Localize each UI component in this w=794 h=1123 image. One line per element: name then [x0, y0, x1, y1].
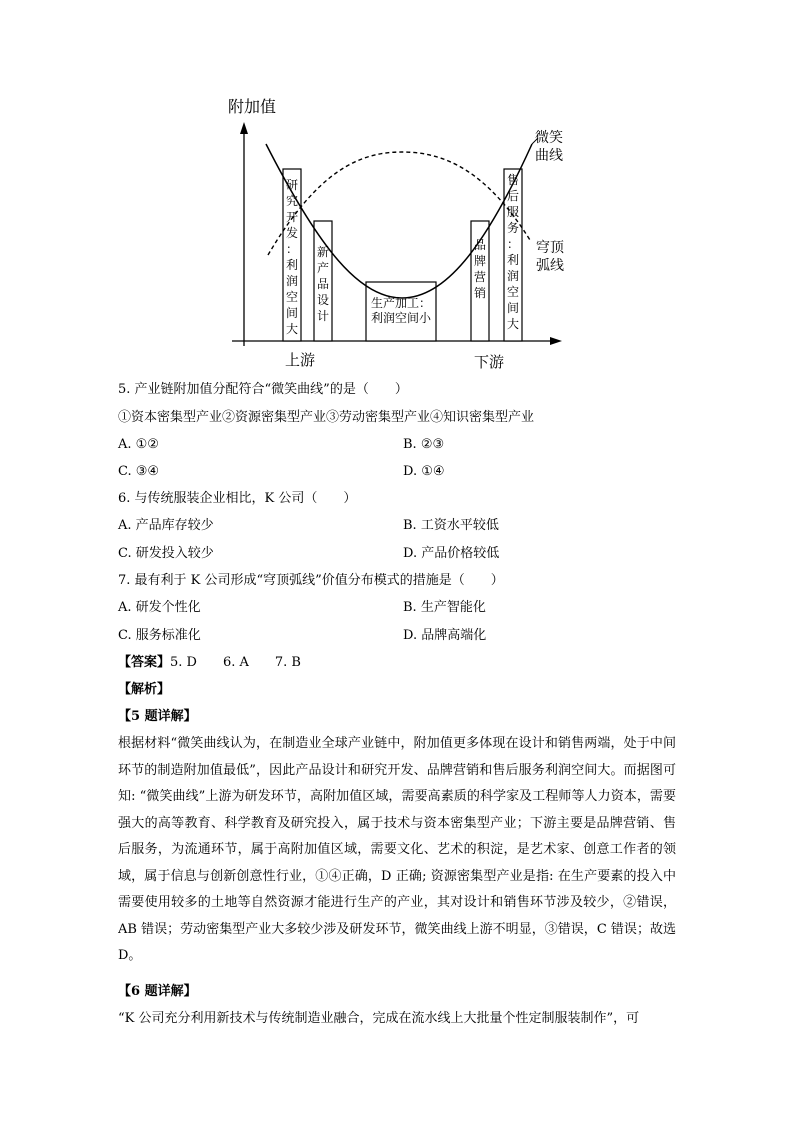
smile-curve — [266, 144, 532, 298]
box-brand-text: 品 牌 营 销 — [473, 238, 486, 300]
downstream-label: 下游 — [474, 353, 505, 371]
q5-detail-text: 根据材料“微笑曲线认为，在制造业全球产业链中，附加值更多体现在设计和销售两端，处于中间环节的制造附加值最低”，因此产品设计和研究开发、品牌营销和售后服务利润空间大。而据图可知: “微笑曲线”上游为研发环节，高附加值区域，需要高素质的科学家及工程师等人力资本，需要强大的高等教育、科学教育及研究投入，属于技术与资本密集型产业；下游主要是品牌营销、售后服务，为流通环节，属于高附加值区域，需要文化、艺术的积淀，是艺术家、创意工作者的领域，属于信息与创新创意性行业，①④正确，D 正确; 资源密集型产业是指: 在生产要素的投入中需要使用较多的土地等自然资源才能进行生产的产业，其对设计和销售环节涉及较少，②错误，AB 错误；劳动密集型产业大多较少涉及研发环节，微笑曲线上游不明显，③错误，C 错误；故选 D。 — [118, 736, 676, 963]
question-5-option-c: C. ③④ — [118, 464, 160, 479]
answer-values: 5. D 6. A 7. B — [170, 655, 301, 670]
box-research-text: 研 究 开 发 ： 利 润 空 间 大 — [285, 178, 298, 336]
question-7-stem: 7. 最有利于 K 公司形成“穹顶弧线”价值分布模式的措施是（ ） — [118, 573, 504, 588]
question-6-option-a: A. 产品库存较少 — [118, 518, 214, 533]
q5-detail-label: 【5 题详解】 — [118, 709, 197, 724]
smile-curve-label-1: 微笑 — [535, 130, 563, 146]
y-axis-arrow — [240, 122, 248, 134]
question-5-items: ①资本密集型产业②资源密集型产业③劳动密集型产业④知识密集型产业 — [118, 410, 535, 425]
upstream-label: 上游 — [285, 351, 316, 369]
box-design-text: 新 产 品 设 计 — [316, 245, 329, 323]
y-axis-label: 附加值 — [228, 97, 277, 116]
question-5-stem: 5. 产业链附加值分配符合“微笑曲线”的是（ ） — [118, 382, 408, 397]
x-axis-arrow — [550, 337, 562, 345]
box-service-text: 售 后 服 务 ： 利 润 空 间 大 — [506, 173, 519, 331]
analysis-label: 【解析】 — [118, 682, 171, 697]
q6-detail-label: 【6 题详解】 — [118, 984, 197, 999]
question-6-option-c: C. 研发投入较少 — [118, 546, 214, 561]
answer-row — [118, 654, 301, 671]
box-production-text: 生产加工： 利润空间小 — [370, 296, 431, 325]
answer-label: 【答案】 — [118, 655, 171, 670]
smile-curve-label-2: 曲线 — [535, 148, 563, 164]
question-6-stem: 6. 与传统服装企业相比，K 公司（ ） — [118, 491, 357, 506]
question-5-option-d: D. ①④ — [403, 464, 445, 479]
question-7-option-c: C. 服务标准化 — [118, 628, 201, 643]
question-5-option-a: A. ①② — [118, 437, 159, 452]
q6-detail-text: “K 公司充分利用新技术与传统制造业融合，完成在流水线上大批量个性定制服装制作”，可 — [118, 1011, 640, 1026]
dome-arc-label-1: 穹顶 — [536, 240, 564, 256]
question-7-option-d: D. 品牌高端化 — [403, 628, 487, 643]
question-6-option-d: D. 产品价格较低 — [403, 546, 500, 561]
question-7-option-a: A. 研发个性化 — [118, 600, 201, 615]
question-7-option-b: B. 生产智能化 — [403, 600, 486, 615]
question-6-option-b: B. 工资水平较低 — [403, 518, 499, 533]
dome-arc-label-2: 弧线 — [536, 258, 564, 274]
dome-arc — [268, 152, 530, 255]
question-5-option-b: B. ②③ — [403, 437, 445, 452]
